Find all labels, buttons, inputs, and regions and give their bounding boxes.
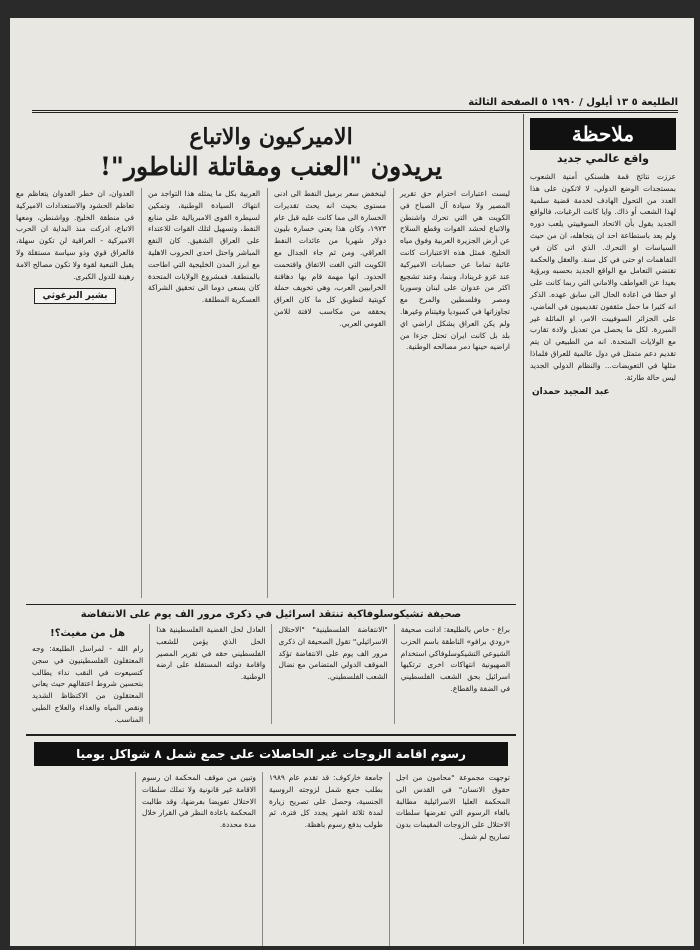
czech-column-1: براغ - خاص بالطليعة: ادانت صحيفة «رودي برافو» الناطقة باسم الحزب الشيوعي التشيكوسلوفاكي استخدام الصهيونية انتهاكات اخرى ترتكبها اسرائيل بحق الشعب الفلسطيني في الضفة والقطاع. [394, 624, 516, 724]
article-byline: بشير البرغوثي [34, 288, 117, 304]
fees-column-2: جامعة خاركوف: قد تقدم عام ١٩٨٩ بطلب جمع شمل لزوجته الروسية الجنسية، وحصل على تصريح زيارة لمدة ثلاثة اشهر يجدد كل فترة، ثم طولب بدفع رسوم باهظة. [262, 772, 389, 946]
newspaper-page [10, 18, 694, 946]
headline-secondary: يريدون "العنب ومقاتلة الناطور"! [99, 152, 443, 181]
article-column-3: العربية بكل ما يمثله هذا التواجد من انتهاك السيادة الوطنية، وتمكين لسيطرة القوى الامبريالية على منابع النفط، وتسهيل لتلك القوات للاعتداء على العراق الشقيق. كان النفع المباشر واحتل احدى الحروب الاهلية مع ابرز المدن الخليجية التي اطاحت بالمنطقة. فمشروع الولايات المتحدة كان يسعى دوما الى تحقيق الشراكة العسكرية المطلقة. [141, 188, 266, 598]
note-signature: عبد المجيد حمدان [532, 387, 610, 398]
czech-article-title: صحيفة تشيكوسلوفاكية تنتقد اسرائيل في ذكرى مرور الف يوم على الانتفاضة [80, 609, 462, 620]
note-column [523, 114, 682, 944]
page-header [32, 84, 678, 113]
czech-article [26, 604, 516, 733]
main-article [16, 114, 516, 944]
fees-banner: رسوم اقامة الزوجات غير الحاصلات على جمع شمل ٨ شواكل يوميا [34, 742, 508, 766]
article-columns [16, 188, 516, 598]
article-column-4: العدوان، ان خطر العدوان يتعاظم مع تعاظم الحشود والاستعدادات الاميركية في منطقة الخليج. وواشنطن، ومعها الاتباع، ادركت منذ البداية ان الحرب الاميركية - العراقية لن تكون سهلة، فالعراق قوي وذو سياسة مستقلة ولا يقبل التبعية لقوة ولا تكون مصالح الامة رهينة للدول الكبرى. بشير البرغوثي [10, 188, 140, 598]
czech-column-2: "الانتفاضة الفلسطينية" "الاحتلال الاسرائيلي" تقول الصحيفة ان ذكرى مرور الف يوم على الانتفاضة تؤكد الموقف الدولي المتضامن مع نضال الشعب الفلسطيني. [271, 624, 393, 724]
article-column-2: لينخفض سعر برميل النفط الى ادنى مستوى بحيث انه يحث تقديرات الخسارة الى مما كانت عليه قبل عام ١٩٧٣، وكان هذا يعني خسارة بليون دولار شهريا من عائدات النفط العراقي. ومن ثم جاء الجدال مع الكويت التي الغت الاتفاق واقتحمت الحدود. انها مهمة قام بها دهاقنة الخرابيين العرب، وهي تخويف حملة كويتية لتطويق كل ما كان العراق يحققه من مكاسب لافتة للامن القومي العربي. [267, 188, 392, 598]
fees-column-3: وتبين من موقف المحكمة ان رسوم الاقامة غير قانونية ولا تملك سلطات الاحتلال تفويضا بفرضها، وقد طالبت المحكمة باعادة النظر في القرار خلال مدة محددة. [135, 772, 262, 946]
headline-primary: الاميركيون والاتباع [189, 124, 353, 150]
side-question: هل من مغيث؟! رام الله - لمراسل الطليعة: وجه المعتقلون الفلسطينيون في سجن كتسيعوت في النقب نداء يطالب بتحسين شروط اعتقالهم حيث يعاني المعتقلون من الاكتظاظ الشديد ونقص المياه والغذاء والعلاج الطبي المناسب. [26, 624, 149, 724]
article-column-1: ليست اعتبارات احترام حق تقرير المصير ولا سيادة آل الصباح في الكويت هي التي تحرك واشنطن والاتباع لحشد القوات وقطع السلاح عن أرض الجزيرة العربية وفوق مياه الخليج. فمثل هذه الاعتبارات كانت غائبة تماما عن حسابات الاميركية عند غزو غرينادا، وبنما، وعند تشجيع اكثر من عدوان على لبنان وسوريا ومصر وفلسطين والمرح مع تجاوزاتها في كمبوديا وفيتنام وغيرها. ولم يكن العراق يشكل اراضي اي بلد بل كانت ايران تحتل جزءا من اراضيه حينها دمر مصالحه الوطنية. [393, 188, 516, 598]
side-question-title: هل من مغيث؟! [50, 628, 126, 639]
fees-column-1: توجهت مجموعة "محامون من اجل حقوق الانسان" في القدس الى المحكمة العليا الاسرائيلية مطالبة بالغاء الرسوم التي تفرضها سلطات الاحتلال على الزوجات المقيمات بدون تصاريح لم شمل. [389, 772, 516, 946]
note-title: ملاحظة [530, 118, 676, 150]
note-body: عززت نتائج قمة هلسنكي أمنية الشعوب بمستجدات الوضع الدولي، لا لاتكون على هذا العدد من التحول الهادف لخدمة قضية سلمية لهذا الشعب أو ذاك. وايا كانت الرغبات، فالواقع الجديد يقول بأن الاتحاد السوفييتي يلعب دوره ولم يعد باستطاعة احد ان يتجاهله، ان من حيث السياسات او التحرك. الذي اتى كان في التفاهمات او حتى في كل سنة. والعقل والحكمة تقتضي التعامل مع الواقع الجديد بحسبه وبرؤية بعيدا عن العواطف والاماني التي ربما كانت على او خطا في اعادة الحال الى سابق عهده. الذكر انه كثيرا ما حمل مثقفون تقديميون في الماضي، على الجزائر السوفييت الامر، او الماثلة غير المبررة. لكل ما يحصل من تعديل ولادة تقارب مع الولايات المتحدة. انه من الطبيعي ان يتم تقديم دعم متمثل في دول عالمية للعراق فلماذا مثلها في التعويضات... والنظام الدولي الجديد ليس حالة طارئة. [530, 172, 676, 382]
note-author: واقع عالمي جديد [556, 152, 650, 165]
czech-column-3: العادل لحل القضية الفلسطينية هذا الحل الذي يؤمن للشعب الفلسطيني حقه في تقرير المصير واقامة دولته المستقلة على ارضه الوطنية. [149, 624, 271, 724]
fees-article [26, 734, 516, 944]
date-line: الطليعة ٥ ١٣ أيلول / ١٩٩٠ ٥ الصفحة الثالثة [468, 97, 678, 108]
